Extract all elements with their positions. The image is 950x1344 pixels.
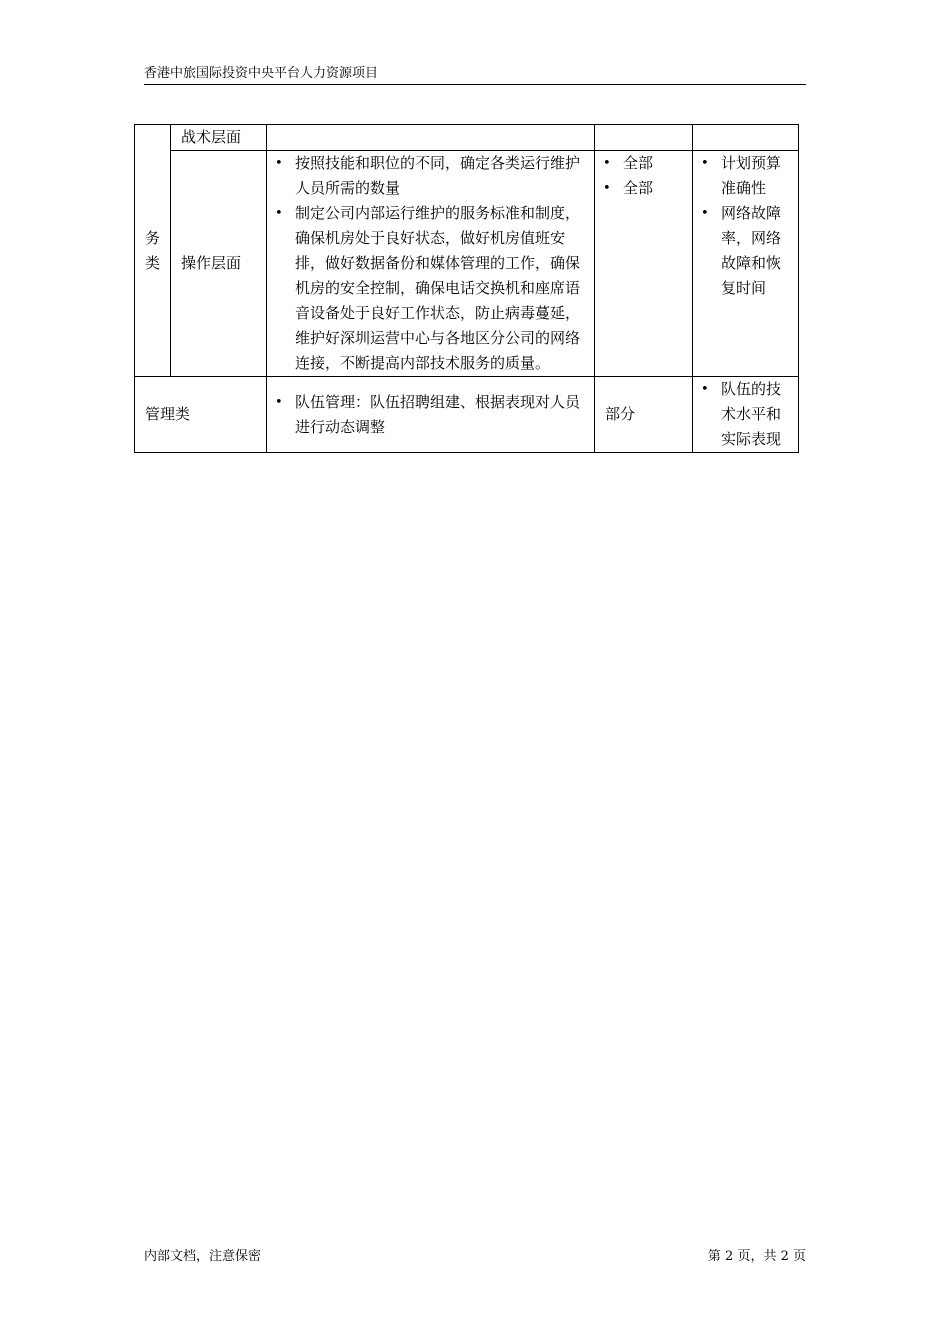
responsibility-table	[134, 124, 799, 453]
list-item: • 全部	[595, 151, 692, 176]
management-scope-cell	[595, 377, 693, 453]
category-cell	[135, 125, 171, 377]
tactical-indicators-cell	[693, 125, 799, 151]
footer-page-number: 第 2 页，共 2 页	[707, 1249, 806, 1264]
list-item: • 按照技能和职位的不同，确定各类运行维护人员所需的数量	[267, 151, 586, 201]
page-header	[144, 64, 806, 85]
list-item: • 全部	[595, 176, 692, 201]
list-item: • 制定公司内部运行维护的服务标准和制度，确保机房处于良好状态，做好机房值班安排，做好数据备份和媒体管理的工作，确保机房的安全控制，确保电话交换机和座席语音设备处于良好工作状态，防止病毒蔓延，维护好深圳运营中心与各地区分公司的网络连接，不断提高内部技术服务的质量。	[267, 201, 586, 376]
list-item: • 网络故障率，网络故障和恢复时间	[693, 201, 792, 301]
table-row	[135, 377, 799, 453]
management-label: 管理类	[145, 405, 191, 423]
management-label-cell	[135, 377, 267, 453]
tactical-level-cell	[171, 125, 267, 151]
list-item: • 队伍管理：队伍招聘组建、根据表现对人员进行动态调整	[267, 390, 586, 440]
operation-tasks-cell	[267, 151, 595, 377]
management-indicators-cell	[693, 377, 799, 453]
list-item: • 队伍的技术水平和实际表现	[693, 377, 792, 452]
operation-indicators-cell	[693, 151, 799, 377]
tactical-level-label: 战术层面	[181, 128, 242, 146]
footer-confidential: 内部文档，注意保密	[144, 1249, 262, 1264]
tactical-scope-cell	[595, 125, 693, 151]
management-tasks-cell	[267, 377, 595, 453]
list-item: • 计划预算准确性	[693, 151, 792, 201]
tactical-tasks-cell	[267, 125, 595, 151]
management-scope: 部分	[605, 405, 636, 423]
category-label: 务类	[144, 228, 160, 272]
table-row	[135, 151, 799, 377]
operation-level-label: 操作层面	[181, 254, 242, 272]
table-row	[135, 125, 799, 151]
operation-level-cell	[171, 151, 267, 377]
header-title: 香港中旅国际投资中央平台人力资源项目	[144, 66, 379, 81]
operation-scope-cell	[595, 151, 693, 377]
